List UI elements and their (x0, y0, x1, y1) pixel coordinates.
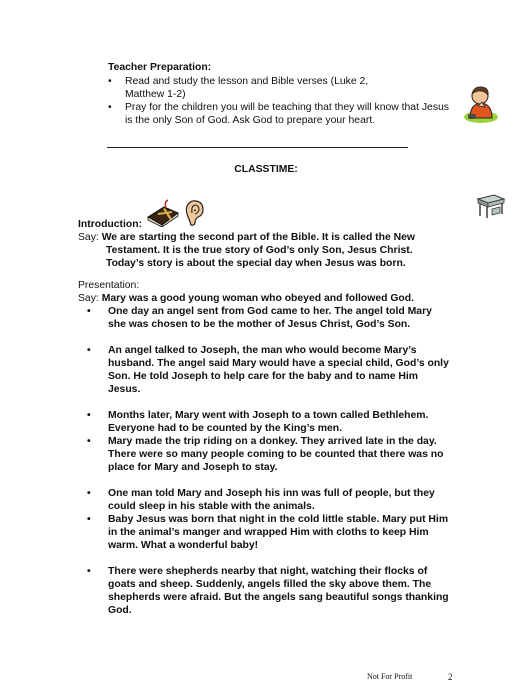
list-item: • One man told Mary and Joseph his inn was full of people, but they could sleep in his stable with the animals. (87, 488, 435, 512)
teacher-prep-list (108, 75, 458, 127)
divider-line (107, 147, 408, 148)
list-item: • Mary made the trip riding on a donkey. They arrived late in the day. There were so many people coming to be counted that there was no place for Mary and Joseph to stay. (87, 436, 444, 473)
desk-chair-icon (474, 189, 506, 219)
teacher-prep-heading: Teacher Preparation: (108, 62, 212, 73)
presentation-list (87, 305, 459, 617)
bullet: • (108, 102, 112, 113)
introduction-text: Say: We are starting the second part of the Bible. It is called the New Testament. It is the true story of God’s only Son, Jesus Christ. Today’s story is about the special day when Jesus was born. (78, 232, 416, 269)
list-item: • Months later, Mary went with Joseph to a town called Bethlehem. Everyone had to be counted by the King’s men. (87, 410, 429, 434)
footer-text: Not For Profit (367, 672, 413, 681)
presentation-intro: Say: Mary was a good young woman who obeyed and followed God. (78, 293, 415, 304)
bible-icon (146, 199, 180, 227)
page-number: 2 (448, 672, 453, 682)
list-item: • An angel talked to Joseph, the man who would become Mary’s husband. The angel said Mary would have a special child, God’s only Son. He told Joseph to help care for the baby and to name Him Jesus. (87, 345, 449, 395)
list-item: • There were shepherds nearby that night, watching their flocks of goats and sheep. Suddenly, angels filled the sky above them. The shepherds were afraid. But the angels sang beautiful songs thanking God. (87, 566, 449, 616)
presentation-heading: Presentation: (78, 280, 140, 291)
classtime-heading: CLASSTIME: (234, 164, 298, 175)
list-item: • Read and study the lesson and Bible verses (Luke 2, Matthew 1-2) (108, 76, 369, 100)
list-item: • One day an angel sent from God came to her. The angel told Mary she was chosen to be the mother of Jesus Christ, God’s Son. (87, 306, 432, 330)
ear-icon (183, 199, 205, 227)
praying-child-icon (462, 84, 500, 124)
list-item: • Baby Jesus was born that night in the cold little stable. Mary put Him in the animal’s manger and wrapped Him with cloths to keep Him warm. What a wonderful baby! (87, 514, 449, 551)
list-item: • Pray for the children you will be teaching that they will know that Jesus is the only Son of God. Ask God to prepare your heart. (108, 102, 450, 126)
introduction-heading: Introduction: (78, 219, 143, 230)
bullet: • (108, 76, 112, 87)
